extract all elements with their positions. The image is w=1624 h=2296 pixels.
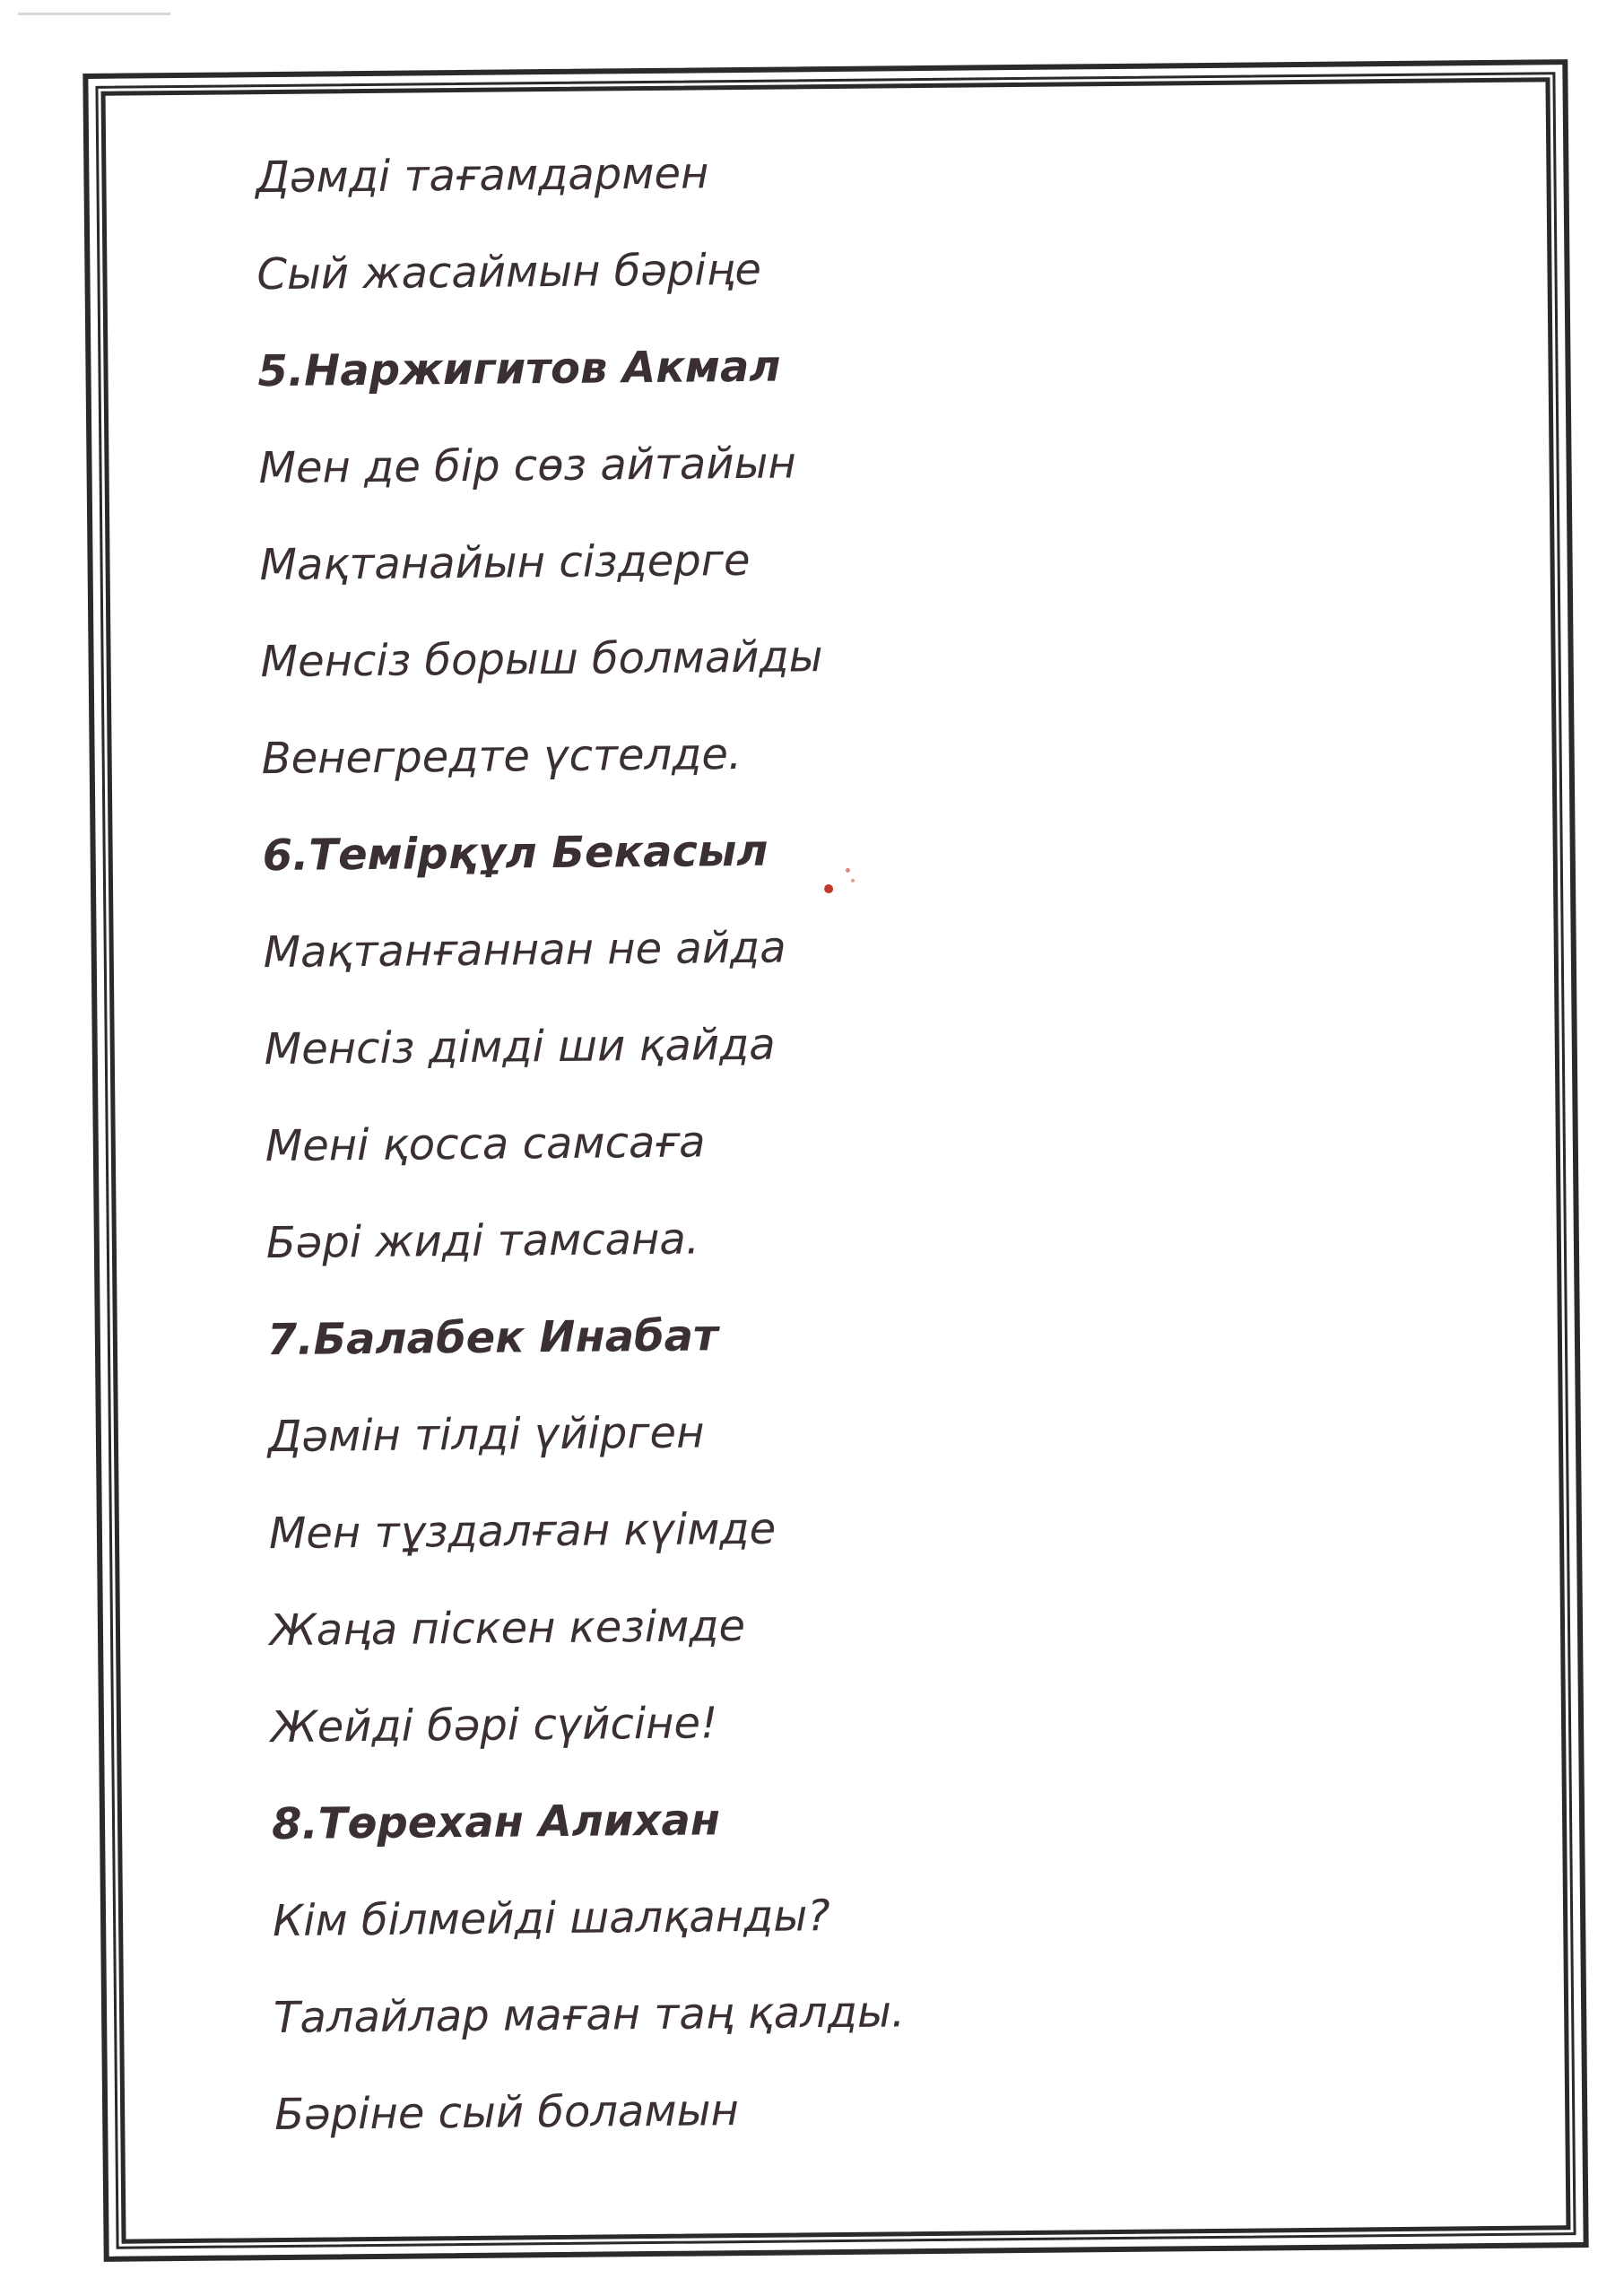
poem-line: Мен де бір сөз айтайын xyxy=(258,438,797,494)
participant-heading: 7.Балабек Инабат xyxy=(266,1310,719,1366)
poem-line: Мақтанғаннан не айда xyxy=(263,922,786,978)
participant-heading: 5.Наржигитов Акмал xyxy=(257,341,781,397)
poem-line: Мені қосса самсаға xyxy=(265,1117,706,1172)
poem-line: Венегредте үстелде. xyxy=(261,728,743,785)
poem-line: Менсіз дімді ши қайда xyxy=(264,1019,776,1075)
poem-line: Бәріне сый боламын xyxy=(274,2085,740,2141)
poem-line: Дәмді тағамдармен xyxy=(256,148,709,204)
poem-line: Мақтанайын сіздерге xyxy=(259,535,751,591)
poem-line: Талайлар маған таң қалды. xyxy=(273,1987,906,2044)
page-frame xyxy=(83,59,1588,2262)
poem-line: Дәмін тілді үйірген xyxy=(267,1407,705,1463)
poem-line: Кім білмейді шалқанды? xyxy=(272,1891,830,1947)
ink-speck xyxy=(846,868,850,873)
poem-text xyxy=(256,118,1441,2163)
scan-edge-mark xyxy=(18,13,170,15)
poem-line: Жаңа піскен кезімде xyxy=(269,1600,746,1657)
ink-speck xyxy=(851,879,855,883)
poem-line: Мен тұздалған күімде xyxy=(268,1503,777,1560)
ink-speck xyxy=(824,884,833,893)
poem-line: Сый жасаймын бәріңе xyxy=(256,244,762,300)
participant-heading: 8.Төрехан Алихан xyxy=(271,1795,721,1850)
poem-line: Жейді бәрі сүйсіне! xyxy=(270,1698,718,1753)
participant-heading: 6.Темірқұл Бекасыл xyxy=(262,825,769,882)
poem-line: Бәрі жиді тамсана. xyxy=(265,1213,700,1269)
poem-line: Менсіз борыш болмайды xyxy=(260,631,823,688)
